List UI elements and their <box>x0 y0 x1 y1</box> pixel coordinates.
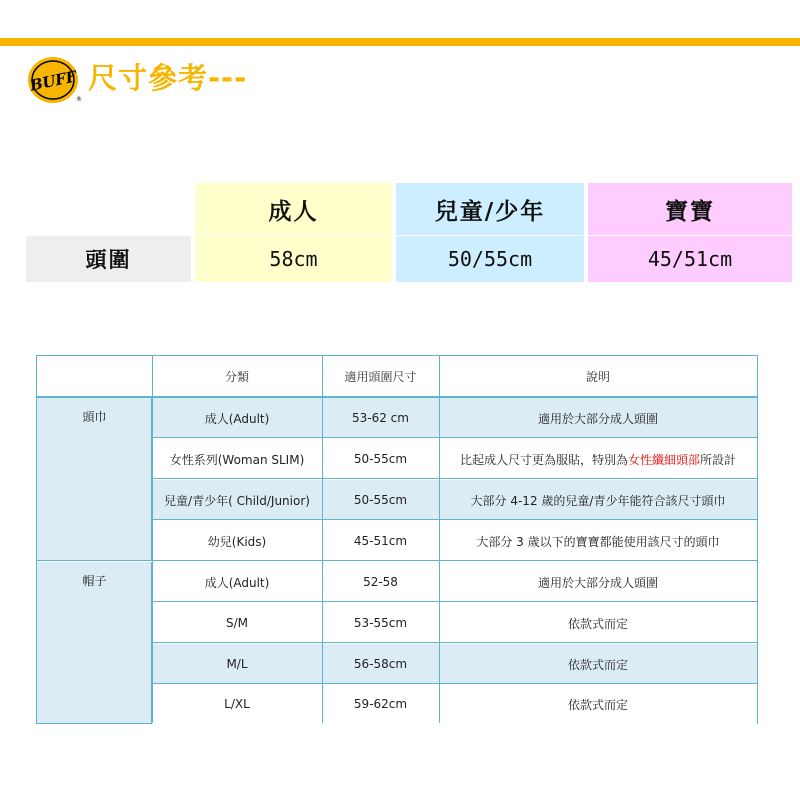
table-row: 成人(Adult) 52-58 適用於大部分成人頭圍 <box>152 562 757 602</box>
summary-header-baby: 寶寶 <box>588 183 792 235</box>
head-circumference-label: 頭圍 <box>85 248 132 272</box>
row-description: 比起成人尺寸更為服貼，特別為 女性纖細頭部 所設計 <box>459 452 737 467</box>
table-row: M/L 56-58cm 依款式而定 <box>152 644 757 684</box>
summary-value-baby: 45/51cm <box>588 236 792 282</box>
svg-text:BUFF: BUFF <box>28 67 79 95</box>
table-row: 兒童/青少年( Child/Junior) 50-55cm 大部分 4-12 歲的兒童/青少年能符合該尺寸頭巾 <box>152 480 757 520</box>
summary-value-child: 50/55cm <box>396 236 584 282</box>
buff-logo <box>26 55 82 105</box>
table-row: 女性系列(Woman SLIM) 50-55cm 比起成人尺寸更為服貼，特別為 女性纖細頭部 所設計 <box>152 439 757 479</box>
summary-row-label <box>26 236 191 282</box>
column-header-size: 適用頭圍尺寸 <box>344 369 417 384</box>
table-row: 成人(Adult) 53-62 cm 適用於大部分成人頭圍 <box>152 398 757 438</box>
page-title: 尺寸參考--- <box>88 61 248 95</box>
top-accent-bar <box>0 38 800 46</box>
column-header-category: 分類 <box>224 369 249 384</box>
group-hat: 帽子 <box>37 562 152 723</box>
table-row: S/M 53-55cm 依款式而定 <box>152 603 757 643</box>
group-headscarf: 頭巾 <box>37 398 152 561</box>
table-row: L/XL 59-62cm 依款式而定 <box>152 684 757 724</box>
column-divider <box>439 356 440 723</box>
summary-header-adult: 成人 <box>195 183 392 235</box>
column-header-description: 說明 <box>585 369 610 384</box>
column-divider <box>322 356 323 723</box>
table-header <box>37 356 757 398</box>
size-table <box>36 355 758 724</box>
svg-text:®: ® <box>76 96 82 103</box>
table-row: 幼兒(Kids) 45-51cm 大部分 3 歲以下的寶寶都能使用該尺寸的頭巾 <box>152 521 757 561</box>
summary-value-adult: 58cm <box>195 236 392 282</box>
summary-header-child: 兒童/少年 <box>396 183 584 235</box>
highlight-text: 女性纖細頭部 <box>627 452 700 467</box>
column-divider <box>152 356 153 723</box>
